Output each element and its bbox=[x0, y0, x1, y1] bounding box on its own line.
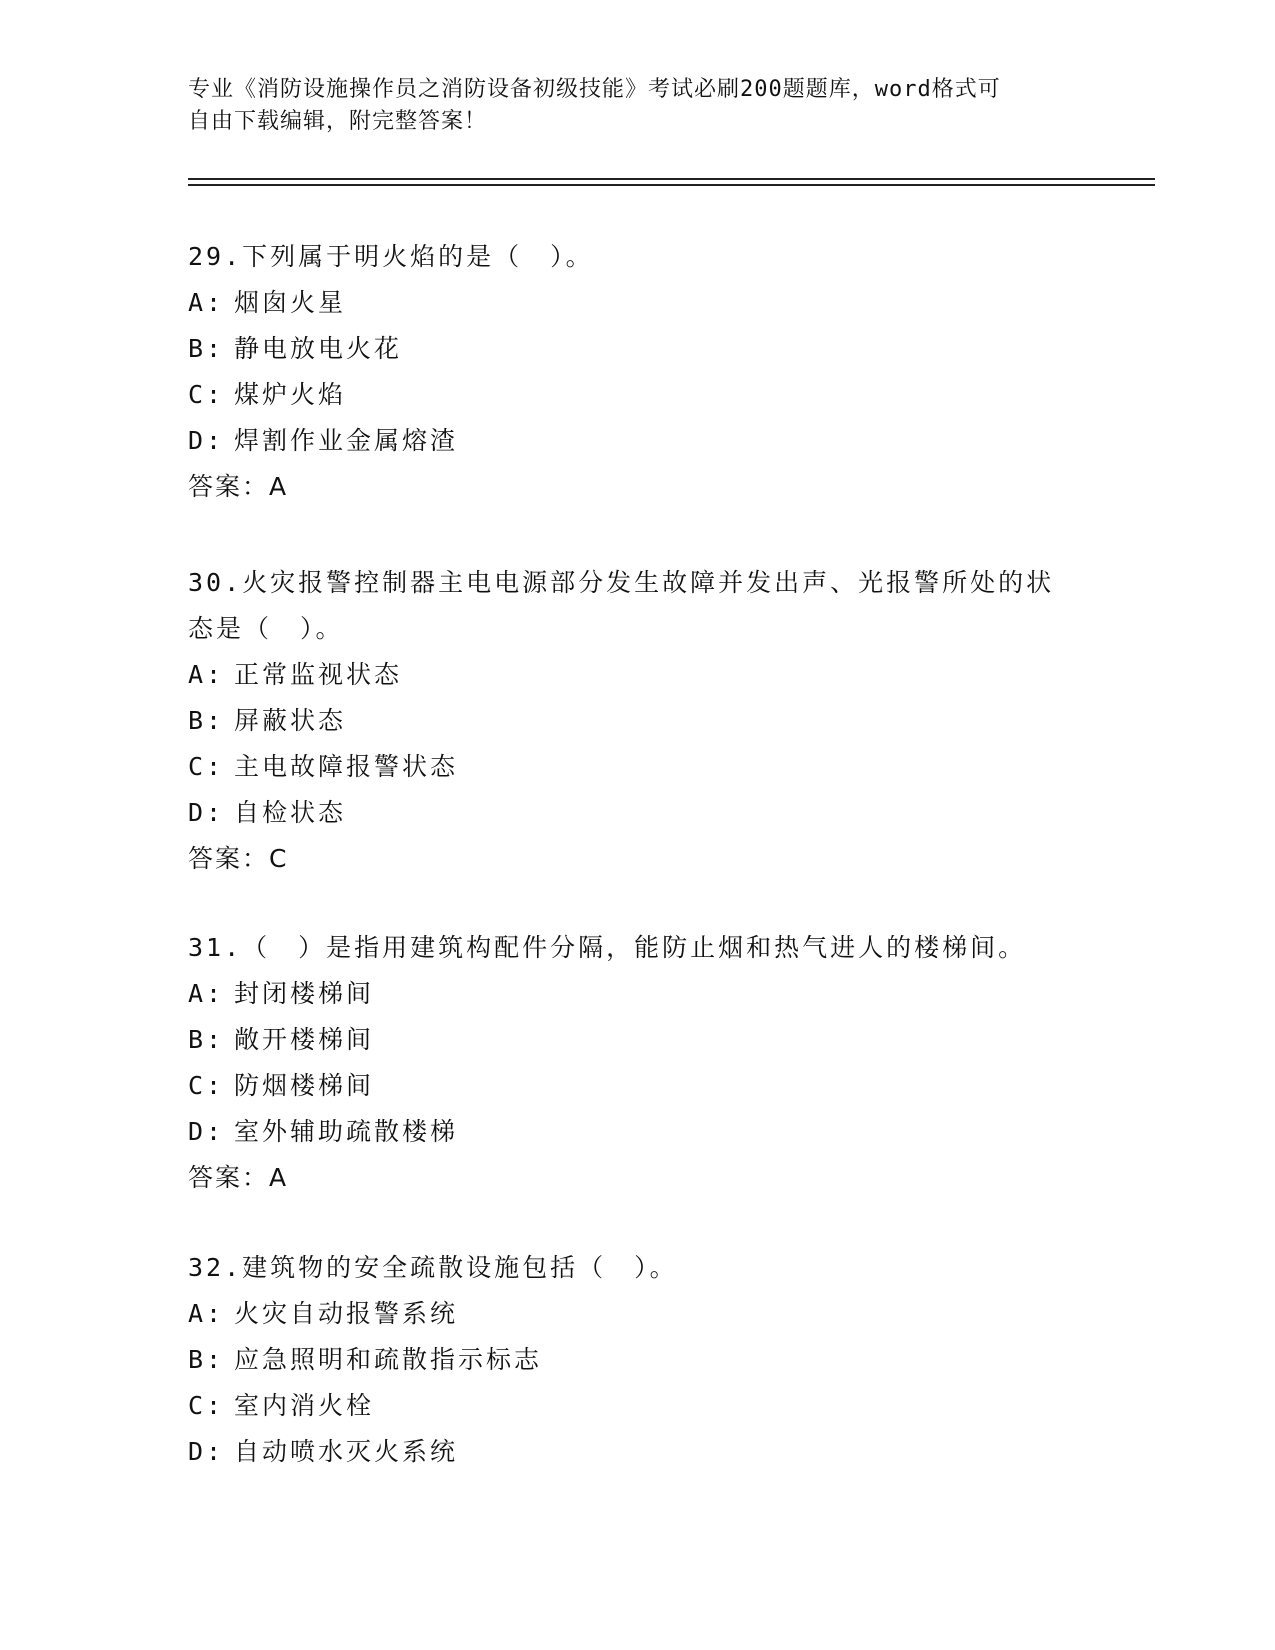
option-text: 主电故障报警状态 bbox=[234, 752, 459, 781]
option-c bbox=[188, 744, 1088, 790]
option-key: C: bbox=[188, 1391, 225, 1420]
option-key: A: bbox=[188, 288, 225, 317]
option-b bbox=[188, 1337, 1088, 1383]
option-key: D: bbox=[188, 798, 225, 827]
header-divider-bottom bbox=[188, 184, 1155, 186]
header-line-1: 专业《消防设施操作员之消防设备初级技能》考试必刷200题题库，word格式可 bbox=[188, 77, 1001, 102]
option-text: 煤炉火焰 bbox=[234, 380, 347, 409]
answer-line: 答案：A bbox=[188, 472, 289, 501]
option-c bbox=[188, 372, 1088, 418]
option-text: 室内消火栓 bbox=[234, 1391, 375, 1420]
question-30 bbox=[188, 560, 1088, 882]
option-text: 烟囱火星 bbox=[234, 288, 347, 317]
option-key: C: bbox=[188, 380, 225, 409]
option-a bbox=[188, 652, 1088, 698]
option-text: 静电放电火花 bbox=[234, 334, 403, 363]
option-c bbox=[188, 1063, 1088, 1109]
option-d bbox=[188, 790, 1088, 836]
option-d bbox=[188, 1109, 1088, 1155]
option-text: 正常监视状态 bbox=[234, 660, 403, 689]
question-stem: 31.（ ）是指用建筑构配件分隔，能防止烟和热气进人的楼梯间。 bbox=[188, 933, 1027, 962]
option-text: 防烟楼梯间 bbox=[234, 1071, 375, 1100]
option-key: A: bbox=[188, 660, 225, 689]
question-stem-line-2: 态是（ ）。 bbox=[188, 614, 344, 643]
option-key: B: bbox=[188, 1025, 225, 1054]
option-text: 敞开楼梯间 bbox=[234, 1025, 375, 1054]
option-key: A: bbox=[188, 1299, 225, 1328]
option-text: 应急照明和疏散指示标志 bbox=[234, 1345, 543, 1374]
question-stem: 29.下列属于明火焰的是（ ）。 bbox=[188, 242, 594, 271]
question-32 bbox=[188, 1245, 1088, 1475]
header-line-2: 自由下载编辑，附完整答案！ bbox=[188, 109, 488, 134]
option-key: C: bbox=[188, 1071, 225, 1100]
option-key: D: bbox=[188, 426, 225, 455]
option-a bbox=[188, 280, 1088, 326]
option-a bbox=[188, 971, 1088, 1017]
option-key: B: bbox=[188, 706, 225, 735]
option-key: B: bbox=[188, 1345, 225, 1374]
question-29 bbox=[188, 234, 1088, 510]
option-b bbox=[188, 326, 1088, 372]
answer-line: 答案：C bbox=[188, 844, 289, 873]
document-header bbox=[188, 74, 1068, 138]
option-text: 室外辅助疏散楼梯 bbox=[234, 1117, 459, 1146]
option-d bbox=[188, 1429, 1088, 1475]
option-c bbox=[188, 1383, 1088, 1429]
question-31 bbox=[188, 925, 1088, 1201]
option-key: D: bbox=[188, 1437, 225, 1466]
answer-line: 答案：A bbox=[188, 1163, 289, 1192]
option-a bbox=[188, 1291, 1088, 1337]
option-b bbox=[188, 1017, 1088, 1063]
option-key: A: bbox=[188, 979, 225, 1008]
option-text: 自动喷水灭火系统 bbox=[234, 1437, 459, 1466]
option-text: 焊割作业金属熔渣 bbox=[234, 426, 459, 455]
option-d bbox=[188, 418, 1088, 464]
option-key: B: bbox=[188, 334, 225, 363]
option-text: 封闭楼梯间 bbox=[234, 979, 375, 1008]
option-key: C: bbox=[188, 752, 225, 781]
option-b bbox=[188, 698, 1088, 744]
option-text: 火灾自动报警系统 bbox=[234, 1299, 459, 1328]
question-stem: 32.建筑物的安全疏散设施包括（ ）。 bbox=[188, 1253, 678, 1282]
header-divider-top bbox=[188, 178, 1155, 180]
option-text: 屏蔽状态 bbox=[234, 706, 347, 735]
option-key: D: bbox=[188, 1117, 225, 1146]
question-stem-line-1: 30.火灾报警控制器主电电源部分发生故障并发出声、光报警所处的状 bbox=[188, 568, 1055, 597]
option-text: 自检状态 bbox=[234, 798, 347, 827]
